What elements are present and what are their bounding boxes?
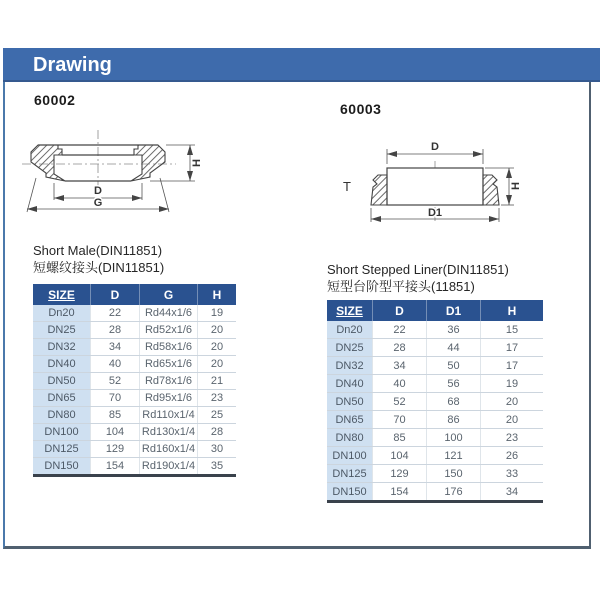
size-cell: DN100 <box>327 447 373 465</box>
right-table-title-zh: 短型台阶型平接头(11851) <box>327 279 475 294</box>
value-cell: Rd65x1/6 <box>140 356 198 373</box>
value-cell: 70 <box>373 411 427 429</box>
column-header-d1: D1 <box>427 300 481 321</box>
size-cell: DN25 <box>327 339 373 357</box>
value-cell: 40 <box>373 375 427 393</box>
right-table-title <box>327 261 509 295</box>
value-cell: 22 <box>373 321 427 339</box>
left-flange-section <box>31 145 65 181</box>
table-row <box>33 322 236 339</box>
value-cell: 17 <box>481 357 544 375</box>
size-cell: DN100 <box>33 424 91 441</box>
column-header-size: SIZE <box>33 284 91 305</box>
value-cell: 52 <box>91 373 140 390</box>
value-cell: 20 <box>198 339 237 356</box>
value-cell: 28 <box>198 424 237 441</box>
value-cell: 121 <box>427 447 481 465</box>
value-cell: 34 <box>481 483 544 502</box>
value-cell: 52 <box>373 393 427 411</box>
value-cell: 154 <box>91 458 140 476</box>
left-table-title-zh: 短螺纹接头(DIN11851) <box>33 260 165 275</box>
value-cell: 44 <box>427 339 481 357</box>
value-cell: Rd78x1/6 <box>140 373 198 390</box>
table-row <box>33 356 236 373</box>
value-cell: 104 <box>373 447 427 465</box>
size-cell: Dn20 <box>33 305 91 322</box>
value-cell: Rd52x1/6 <box>140 322 198 339</box>
table-row <box>327 465 543 483</box>
right-flange-section <box>483 175 499 205</box>
value-cell: Rd44x1/6 <box>140 305 198 322</box>
value-cell: Rd130x1/4 <box>140 424 198 441</box>
value-cell: 36 <box>427 321 481 339</box>
table-row <box>327 321 543 339</box>
table-row <box>33 458 236 476</box>
size-cell: DN65 <box>33 390 91 407</box>
value-cell: 17 <box>481 339 544 357</box>
value-cell: 33 <box>481 465 544 483</box>
column-header-d: D <box>373 300 427 321</box>
value-cell: 28 <box>91 322 140 339</box>
value-cell: 26 <box>481 447 544 465</box>
value-cell: Rd110x1/4 <box>140 407 198 424</box>
value-cell: 129 <box>91 441 140 458</box>
column-header-g: G <box>140 284 198 305</box>
dim-label-d: D <box>431 141 439 153</box>
value-cell: 35 <box>198 458 237 476</box>
value-cell: 56 <box>427 375 481 393</box>
table-header-row <box>327 300 543 321</box>
value-cell: Rd190x1/4 <box>140 458 198 476</box>
size-cell: Dn20 <box>327 321 373 339</box>
value-cell: 23 <box>481 429 544 447</box>
value-cell: Rd58x1/6 <box>140 339 198 356</box>
left-table-title-en: Short Male(DIN11851) <box>33 243 163 258</box>
table-row <box>327 357 543 375</box>
table-row <box>33 305 236 322</box>
table-row <box>33 424 236 441</box>
value-cell: 19 <box>198 305 237 322</box>
page-title: Drawing <box>33 54 112 76</box>
table-row <box>327 393 543 411</box>
value-cell: 25 <box>198 407 237 424</box>
value-cell: 68 <box>427 393 481 411</box>
value-cell: 86 <box>427 411 481 429</box>
table-row <box>33 339 236 356</box>
value-cell: 20 <box>198 322 237 339</box>
value-cell: 20 <box>481 411 544 429</box>
column-header-h: H <box>198 284 237 305</box>
value-cell: 50 <box>427 357 481 375</box>
column-header-size: SIZE <box>327 300 373 321</box>
value-cell: 34 <box>373 357 427 375</box>
size-cell: DN40 <box>33 356 91 373</box>
value-cell: 100 <box>427 429 481 447</box>
left-table-title <box>33 242 164 276</box>
size-cell: DN50 <box>33 373 91 390</box>
value-cell: 22 <box>91 305 140 322</box>
value-cell: 15 <box>481 321 544 339</box>
value-cell: 150 <box>427 465 481 483</box>
dim-label-d: D <box>94 185 102 197</box>
dim-label-h: H <box>510 182 522 190</box>
value-cell: Rd160x1/4 <box>140 441 198 458</box>
size-cell: DN125 <box>33 441 91 458</box>
short-stepped-liner-dimensions-table <box>327 300 543 503</box>
dim-label-h: H <box>191 159 203 167</box>
value-cell: 176 <box>427 483 481 502</box>
right-flange-section <box>131 145 165 181</box>
value-cell: 28 <box>373 339 427 357</box>
size-cell: DN80 <box>33 407 91 424</box>
dim-label-g: G <box>93 197 103 209</box>
size-cell: DN32 <box>33 339 91 356</box>
value-cell: 40 <box>91 356 140 373</box>
label-t: T <box>343 179 351 194</box>
liner-tube <box>387 168 483 205</box>
size-cell: DN80 <box>327 429 373 447</box>
column-header-h: H <box>481 300 544 321</box>
table-row <box>33 390 236 407</box>
table-row <box>327 447 543 465</box>
table-header-row <box>33 284 236 305</box>
part-number-60002: 60002 <box>34 92 76 108</box>
size-cell: DN65 <box>327 411 373 429</box>
table-row <box>327 375 543 393</box>
value-cell: 20 <box>481 393 544 411</box>
value-cell: 30 <box>198 441 237 458</box>
table-row <box>327 411 543 429</box>
size-cell: DN150 <box>33 458 91 476</box>
value-cell: 85 <box>373 429 427 447</box>
column-header-d: D <box>91 284 140 305</box>
table-row <box>327 339 543 357</box>
size-cell: DN50 <box>327 393 373 411</box>
table-row <box>33 373 236 390</box>
table-row <box>33 441 236 458</box>
size-cell: DN125 <box>327 465 373 483</box>
value-cell: 129 <box>373 465 427 483</box>
dim-label-d1: D1 <box>427 207 443 219</box>
value-cell: Rd95x1/6 <box>140 390 198 407</box>
value-cell: 34 <box>91 339 140 356</box>
technical-drawing-short-stepped-liner <box>333 128 523 228</box>
left-flange-section <box>371 175 387 205</box>
value-cell: 104 <box>91 424 140 441</box>
value-cell: 19 <box>481 375 544 393</box>
table-row <box>33 407 236 424</box>
short-male-dimensions-table <box>33 284 236 477</box>
technical-drawing-short-male <box>18 128 208 223</box>
size-cell: DN25 <box>33 322 91 339</box>
size-cell: DN32 <box>327 357 373 375</box>
right-table-title-en: Short Stepped Liner(DIN11851) <box>327 262 509 277</box>
value-cell: 85 <box>91 407 140 424</box>
value-cell: 20 <box>198 356 237 373</box>
value-cell: 21 <box>198 373 237 390</box>
section-title-bar <box>3 48 600 82</box>
table-row <box>327 429 543 447</box>
value-cell: 70 <box>91 390 140 407</box>
table-row <box>327 483 543 502</box>
part-number-60003: 60003 <box>340 101 382 117</box>
value-cell: 23 <box>198 390 237 407</box>
dimension-d <box>387 141 483 164</box>
size-cell: DN40 <box>327 375 373 393</box>
value-cell: 154 <box>373 483 427 502</box>
size-cell: DN150 <box>327 483 373 502</box>
